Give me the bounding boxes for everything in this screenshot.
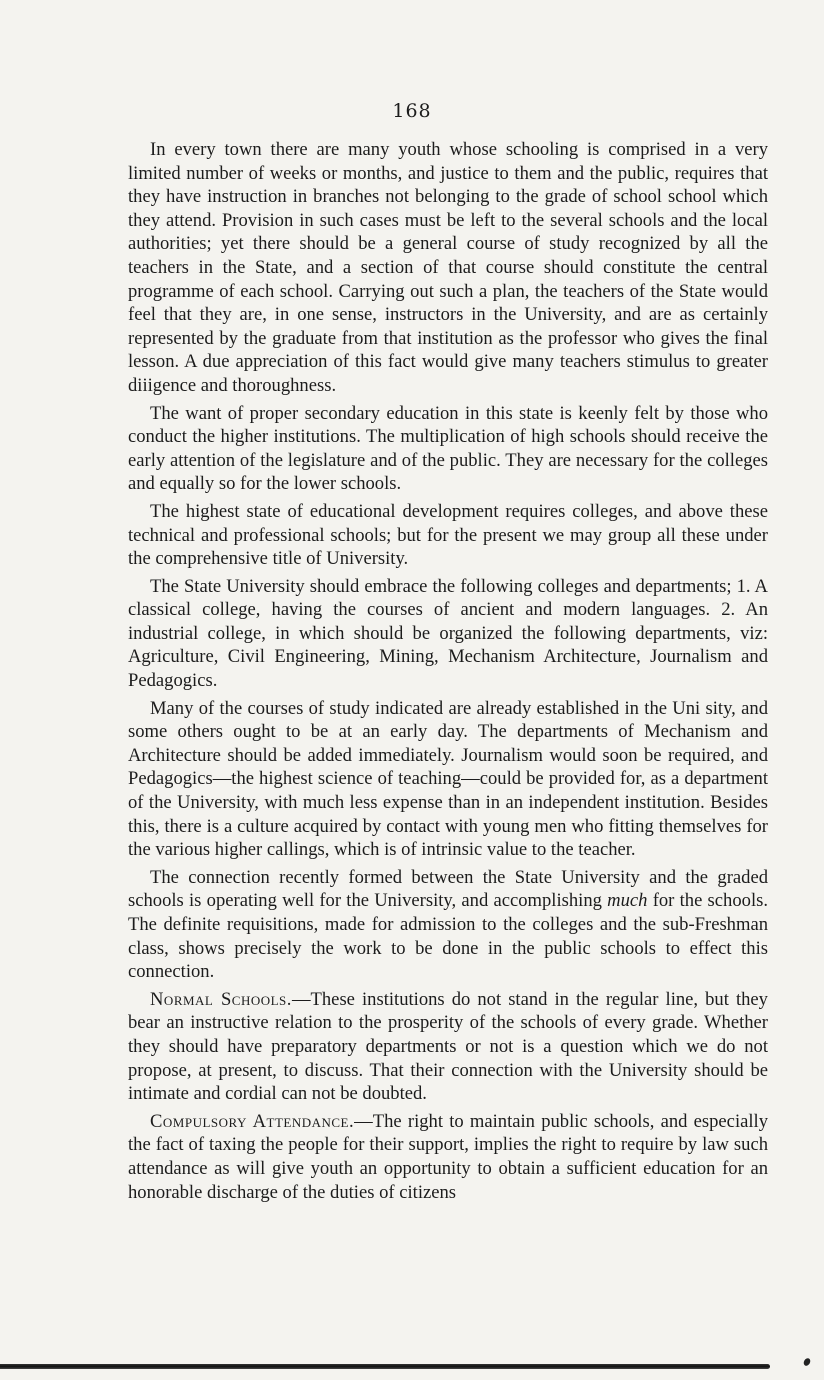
paragraph-normal-schools [128,988,768,1106]
compulsory-attendance-text: —The right to maintain public schools, and especially the fact of taxing the people for their support, implies the right to require by law such attendance as will give youth an opportunity to obtain a sufficient education for an honorable discharge of the duties of citizens [128,1110,768,1203]
ink-mark [802,1357,811,1367]
paragraph-state-university: The State University should embrace the following colleges and departments; 1. A classical college, having the courses of ancient and modern languages. 2. An industrial college, in which should be organized the following departments, viz: Agriculture, Civil Engineering, Mining, Mechanism Architecture, Journalism and Pedagogics. [128,575,768,692]
paragraph-courses-of-study: Many of the courses of study indicated are already established in the Uni sity, and some others ought to be at an early day. The departments of Mechanism and Architecture should be added immediately. Journalism would soon be required, and Pedagogics—the highest science of teaching—could be provided for, as a department of the University, with much less expense than in an independent institution. Besides this, there is a culture acquired by contact with young men who fitting themselves for the various higher callings, which is of intrinsic value to the teacher. [128,697,768,861]
section-heading-compulsory-attendance: Compulsory Attendance. [150,1110,355,1132]
section-heading-normal-schools: Normal Schools. [150,988,292,1010]
body-text [128,138,768,1208]
normal-schools-text: —These institutions do not stand in the regular line, but they bear an instructive relation to the prosperity of the schools of every grade. Whether they should have preparatory departments or not is a question which we do not propose, at present, to discuss. That their connection with the University should be intimate and cordial can not be doubted. [128,988,768,1105]
paragraph-educational-development: The highest state of educational development requires colleges, and above these technical and professional schools; but for the present we may group all these under the comprehensive title of University. [128,500,768,570]
page-number: 168 [392,100,432,122]
page-bottom-rule [0,1364,770,1369]
paragraph-secondary-education: The want of proper secondary education in this state is keenly felt by those who conduct the higher institutions. The multiplication of high schools should receive the early attention of the legislature and of the public. They are necessary for the colleges and equally so for the lower schools. [128,402,768,495]
paragraph-town-youth: In every town there are many youth whose schooling is comprised in a very limited number of weeks or months, and justice to them and the public, requires that they have instruction in branches not belonging to the grade of school school which they attend. Provision in such cases must be left to the several schools and the local authorities; yet there should be a general course of study recognized by all the teachers in the State, and a section of that course should constitute the central programme of each school. Carrying out such a plan, the teachers of the State would feel that they are, in one sense, instructors in the University, and are as certainly represented by the graduate from that institution as the professor who gives the final lesson. A due appreciation of this fact would give many teachers stimulus to greater diiigence and thoroughness. [128,139,768,396]
emphasis-much: much [607,890,648,912]
paragraph-connection [128,866,768,984]
connection-text-end: for the schools. The definite requisitions, made for admission to the colleges and the sub-Freshman class, shows precisely the work to be done in the public schools to effect this connection. [128,890,768,983]
connection-text-start: The connection recently formed between the State University and the graded schools is operating well for the University, and accomplishing [128,866,768,912]
paragraph-compulsory-attendance [128,1110,768,1204]
